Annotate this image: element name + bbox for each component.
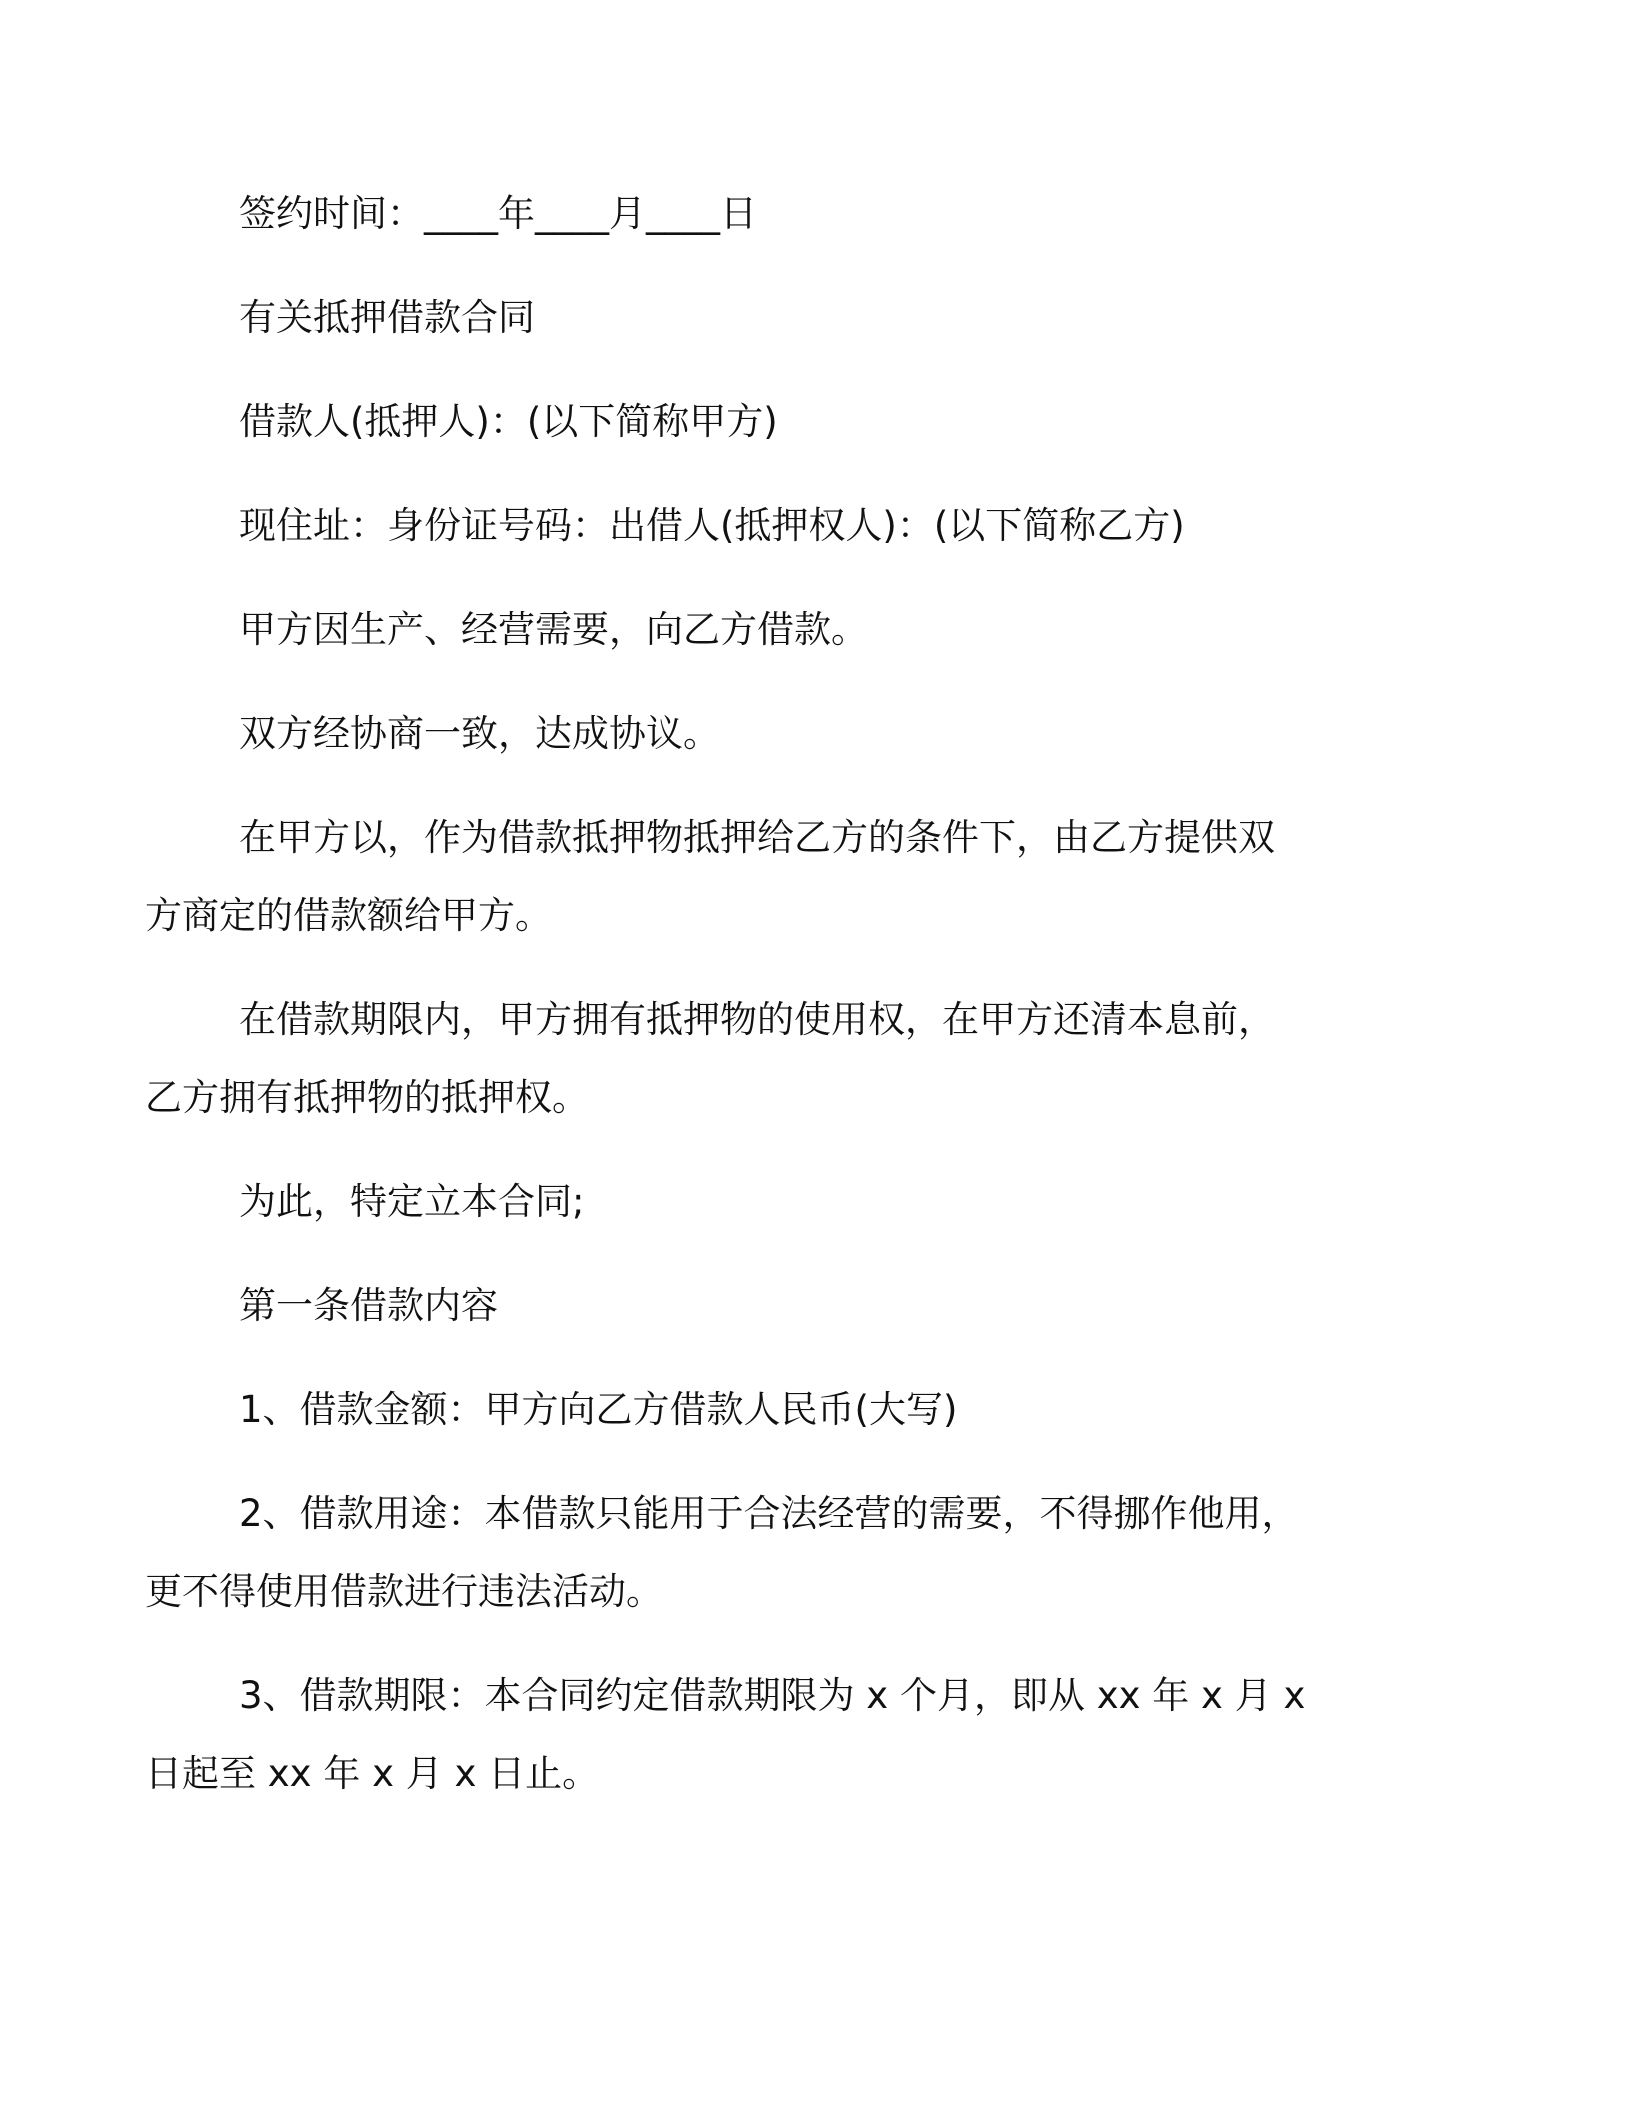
borrower-line: 借款人(抵押人)：(以下简称甲方): [239, 400, 778, 443]
collateral-paragraph: [145, 799, 1399, 955]
agreement-line: 双方经协商一致，达成协议。: [239, 712, 720, 755]
collateral-paragraph-line2: 方商定的借款额给甲方。: [145, 894, 552, 937]
item1-amount: 1、借款金额：甲方向乙方借款人民币(大写): [239, 1388, 958, 1431]
rights-paragraph: [145, 981, 1399, 1137]
item3-term-line1: 3、借款期限：本合同约定借款期限为 x 个月，即从 xx 年 x 月 x: [239, 1674, 1306, 1717]
rights-paragraph-line2: 乙方拥有抵押物的抵押权。: [145, 1076, 589, 1119]
purpose-intro: 甲方因生产、经营需要，向乙方借款。: [239, 608, 868, 651]
hereby-line: 为此，特定立本合同;: [239, 1180, 585, 1223]
item2-purpose-line2: 更不得使用借款进行违法活动。: [145, 1570, 663, 1613]
item2-purpose-line1: 2、借款用途：本借款只能用于合法经营的需要，不得挪作他用，: [239, 1492, 1299, 1535]
rights-paragraph-line1: 在借款期限内，甲方拥有抵押物的使用权，在甲方还清本息前，: [239, 998, 1275, 1041]
signing-date: 签约时间：____年____月____日: [239, 192, 757, 235]
item3-term-line2: 日起至 xx 年 x 月 x 日止。: [145, 1752, 600, 1795]
collateral-paragraph-line1: 在甲方以，作为借款抵押物抵押给乙方的条件下，由乙方提供双: [239, 816, 1275, 859]
item3-term: [145, 1657, 1399, 1813]
address-line: 现住址：身份证号码：出借人(抵押权人)：(以下简称乙方): [239, 504, 1185, 547]
contract-title: 有关抵押借款合同: [239, 296, 535, 339]
article1-title: 第一条借款内容: [239, 1284, 498, 1327]
item2-purpose: [145, 1475, 1399, 1631]
